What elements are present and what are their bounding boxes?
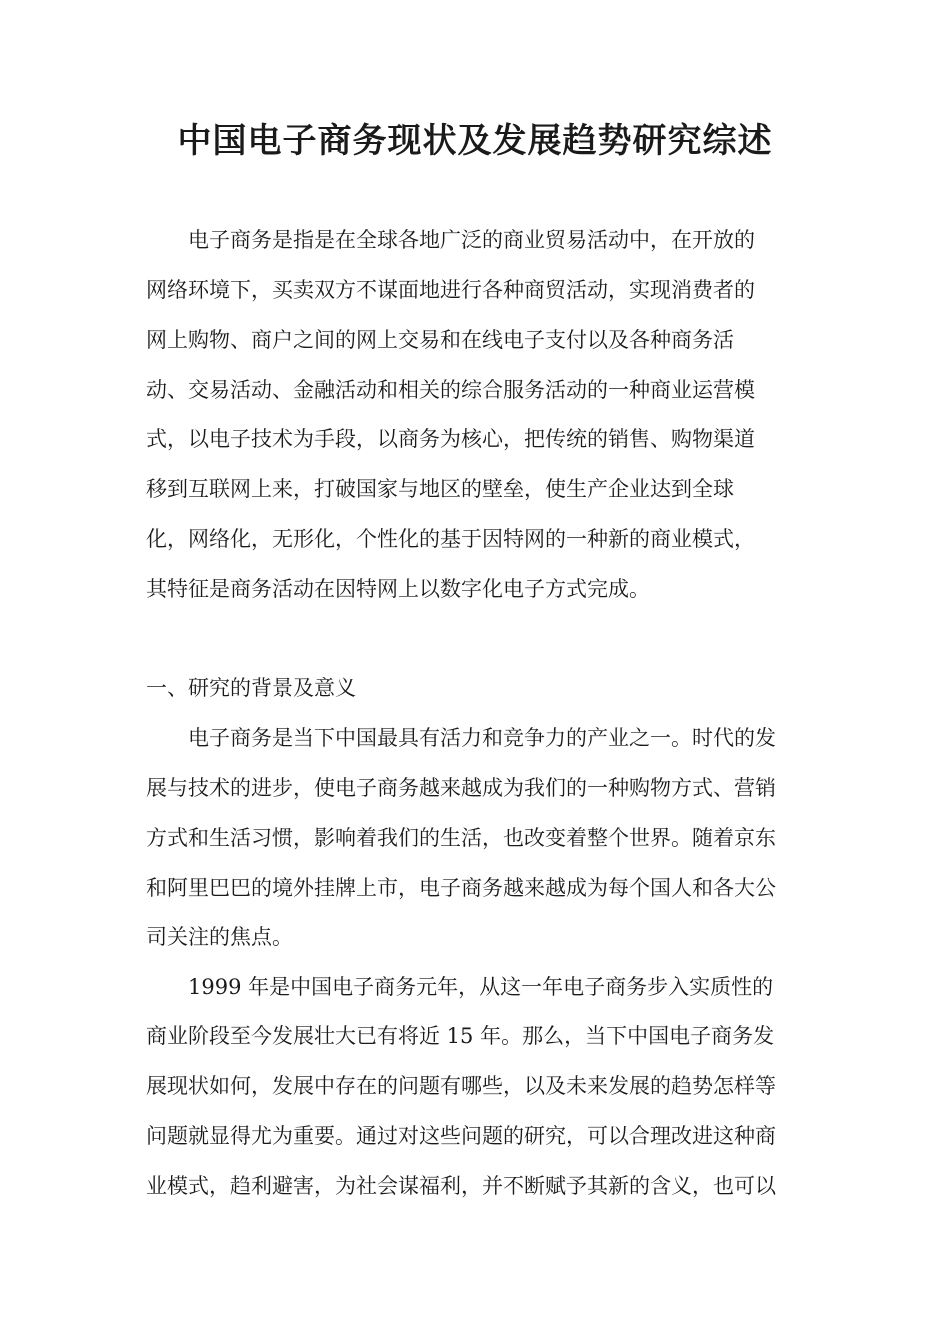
- section1-para2-line-4: 问题就显得尤为重要。通过对这些问题的研究，可以合理改进这种商: [146, 1124, 776, 1148]
- section1-para1-line-5: 司关注的焦点。: [146, 925, 293, 949]
- section1-para1-line-3: 方式和生活习惯，影响着我们的生活，也改变着整个世界。随着京东: [146, 826, 776, 850]
- section1-para2-line-2: 商业阶段至今发展壮大已有将近 15 年。那么，当下中国电子商务发: [146, 1024, 775, 1048]
- section1-para2-line-5: 业模式，趋利避害，为社会谋福利，并不断赋予其新的含义，也可以: [146, 1174, 776, 1198]
- intro-line-3: 网上购物、商户之间的网上交易和在线电子支付以及各种商务活: [146, 328, 734, 352]
- intro-line-5: 式，以电子技术为手段，以商务为核心，把传统的销售、购物渠道: [146, 427, 755, 451]
- section1-para2-line-1: 1999 年是中国电子商务元年，从这一年电子商务步入实质性的: [188, 975, 774, 999]
- intro-line-6: 移到互联网上来，打破国家与地区的壁垒，使生产企业达到全球: [146, 477, 734, 501]
- intro-line-8: 其特征是商务活动在因特网上以数字化电子方式完成。: [146, 577, 650, 601]
- section1-para2-line-3: 展现状如何，发展中存在的问题有哪些，以及未来发展的趋势怎样等: [146, 1074, 776, 1098]
- document-title: 中国电子商务现状及发展趋势研究综述: [177, 121, 773, 161]
- section1-para1-line-2: 展与技术的进步，使电子商务越来越成为我们的一种购物方式、营销: [146, 776, 776, 800]
- section1-para1-line-4: 和阿里巴巴的境外挂牌上市，电子商务越来越成为每个国人和各大公: [146, 876, 776, 900]
- intro-line-1: 电子商务是指是在全球各地广泛的商业贸易活动中，在开放的: [188, 228, 755, 252]
- section-heading: 一、研究的背景及意义: [146, 676, 356, 700]
- intro-line-2: 网络环境下，买卖双方不谋面地进行各种商贸活动，实现消费者的: [146, 278, 755, 302]
- intro-line-4: 动、交易活动、金融活动和相关的综合服务活动的一种商业运营模: [146, 378, 755, 402]
- section1-para1-line-1: 电子商务是当下中国最具有活力和竞争力的产业之一。时代的发: [188, 726, 776, 750]
- intro-line-7: 化，网络化，无形化，个性化的基于因特网的一种新的商业模式，: [146, 527, 755, 551]
